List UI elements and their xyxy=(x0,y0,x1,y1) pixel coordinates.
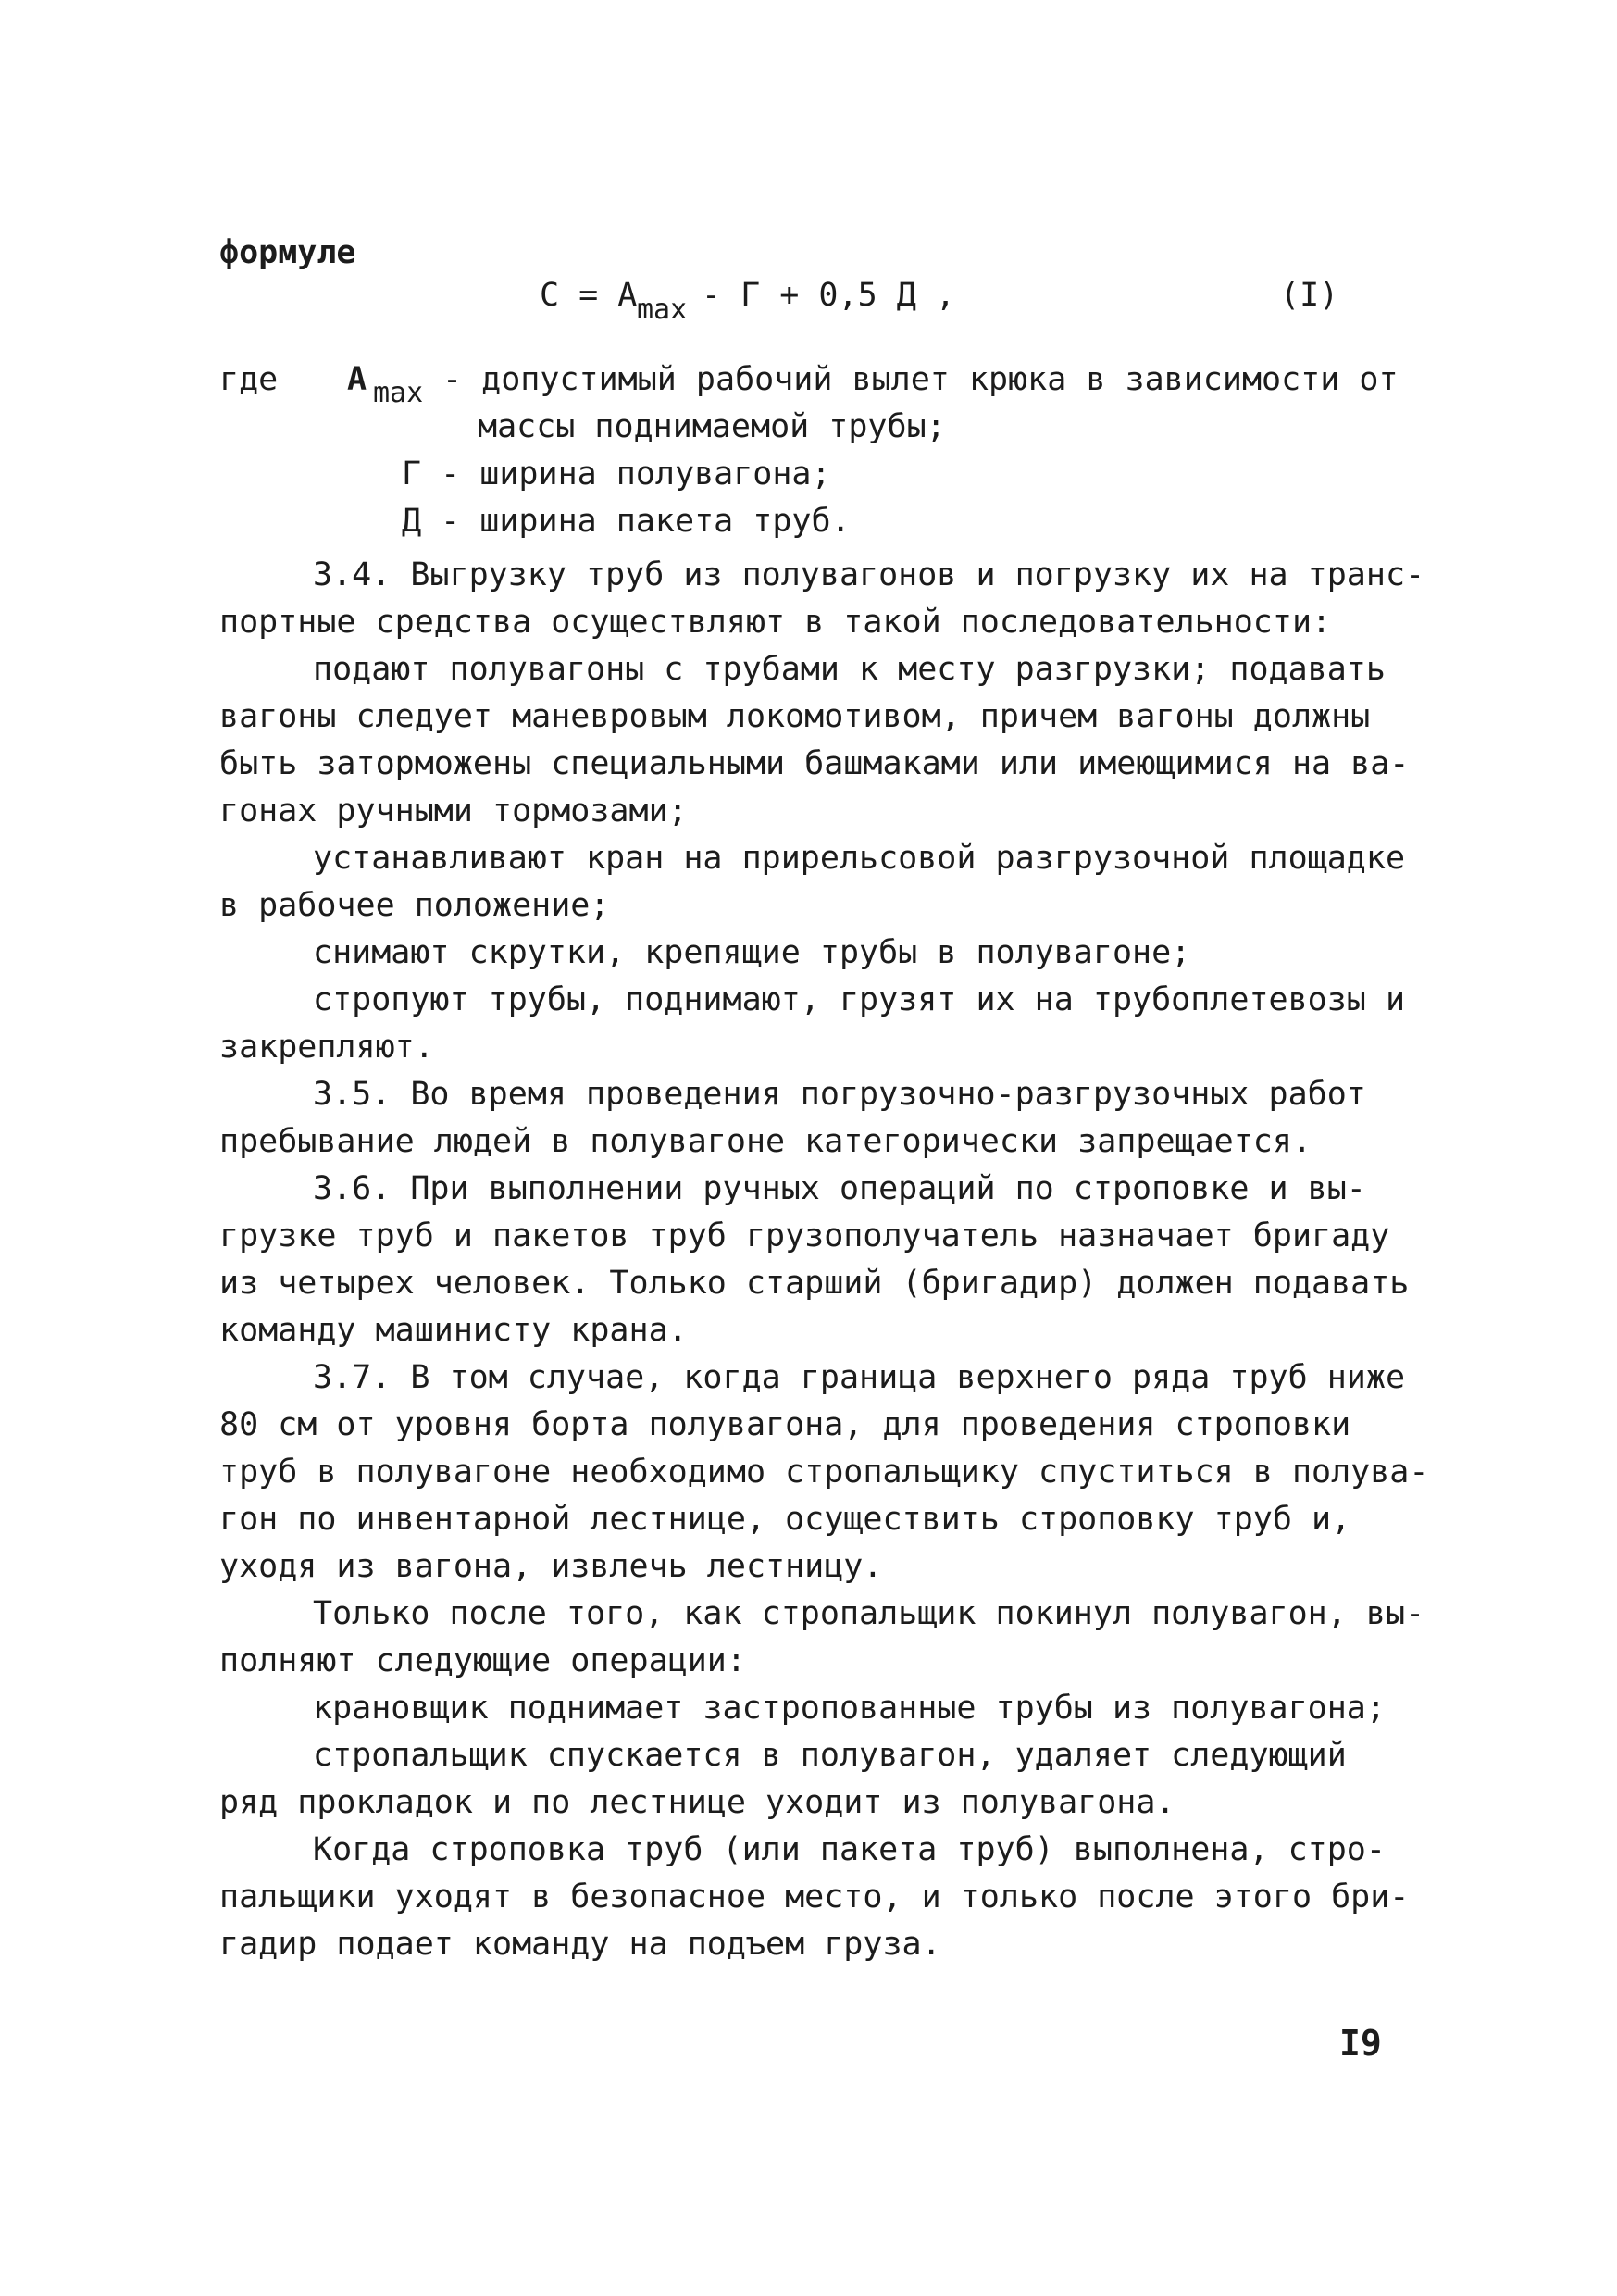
body-line: крановщик поднимает застропованные трубы из полувагона; xyxy=(313,1690,1386,1727)
body-line: стропальщик спускается в полувагон, удаляет следующий xyxy=(313,1737,1347,1774)
page-number: I9 xyxy=(1339,2023,1382,2064)
body-line: подают полувагоны с трубами к месту разгрузки; подавать xyxy=(313,651,1386,688)
legend-amax-line1: - допустимый рабочий вылет крюка в зависимости от xyxy=(442,361,1399,398)
body-line: стропуют трубы, поднимают, грузят их на трубоплетевозы и xyxy=(313,981,1406,1018)
body-line: труб в полувагоне необходимо стропальщику спуститься в полува- xyxy=(219,1454,1429,1491)
legend-amax-line2: массы поднимаемой трубы; xyxy=(478,408,946,445)
body-line: закрепляют. xyxy=(219,1029,434,1066)
legend-g-line: Г - ширина полувагона; xyxy=(402,455,831,493)
legend-where: где xyxy=(219,361,279,398)
body-line: из четырех человек. Только старший (бригадир) должен подавать xyxy=(219,1265,1410,1302)
body-line: 3.6. При выполнении ручных операций по строповке и вы- xyxy=(313,1170,1366,1207)
body-line: гадир подает команду на подъем груза. xyxy=(219,1926,941,1963)
intro-word: формуле xyxy=(219,234,356,271)
body-line: 80 см от уровня борта полувагона, для проведения строповки xyxy=(219,1406,1351,1443)
body-line: вагоны следует маневровым локомотивом, причем вагоны должны xyxy=(219,698,1371,735)
body-line: устанавливают кран на прирельсовой разгрузочной площадке xyxy=(313,840,1406,877)
body-line: в рабочее положение; xyxy=(219,887,610,924)
body-line: портные средства осуществляют в такой последовательности: xyxy=(219,604,1332,641)
body-line: гон по инвентарной лестнице, осуществить строповку труб и, xyxy=(219,1501,1351,1538)
body-line: Когда строповка труб (или пакета труб) выполнена, стро- xyxy=(313,1831,1386,1868)
body-line: уходя из вагона, извлечь лестницу. xyxy=(219,1548,883,1585)
body-line: снимают скрутки, крепящие трубы в полувагоне; xyxy=(313,934,1191,971)
legend-amax-symbol: A xyxy=(347,361,367,398)
body-line: 3.4. Выгрузку труб из полувагонов и погрузку их на транс- xyxy=(313,556,1425,593)
body-line: ряд прокладок и по лестнице уходит из полувагона. xyxy=(219,1784,1175,1821)
body-line: полняют следующие операции: xyxy=(219,1642,746,1679)
body-line: 3.5. Во время проведения погрузочно-разгрузочных работ xyxy=(313,1076,1366,1113)
legend-amax-subscript: max xyxy=(373,377,424,409)
body-line: быть заторможены специальными башмаками или имеющимися на ва- xyxy=(219,745,1410,782)
formula-subscript: max xyxy=(637,293,688,326)
formula-number: (I) xyxy=(1280,277,1339,314)
body-line: команду машинисту крана. xyxy=(219,1312,688,1349)
formula-rhs: - Г + 0,5 Д , xyxy=(702,277,955,314)
body-line: гонах ручными тормозами; xyxy=(219,792,688,830)
body-line: грузке труб и пакетов труб грузополучатель назначает бригаду xyxy=(219,1217,1390,1254)
body-line: пальщики уходят в безопасное место, и только после этого бри- xyxy=(219,1878,1410,1915)
body-line: Только после того, как стропальщик покинул полувагон, вы- xyxy=(313,1595,1425,1632)
legend-d-line: Д - ширина пакета труб. xyxy=(402,503,851,540)
formula-lhs: C = A xyxy=(540,277,638,314)
body-line: 3.7. В том случае, когда граница верхнего ряда труб ниже xyxy=(313,1359,1406,1396)
body-line: пребывание людей в полувагоне категорически запрещается. xyxy=(219,1123,1312,1160)
